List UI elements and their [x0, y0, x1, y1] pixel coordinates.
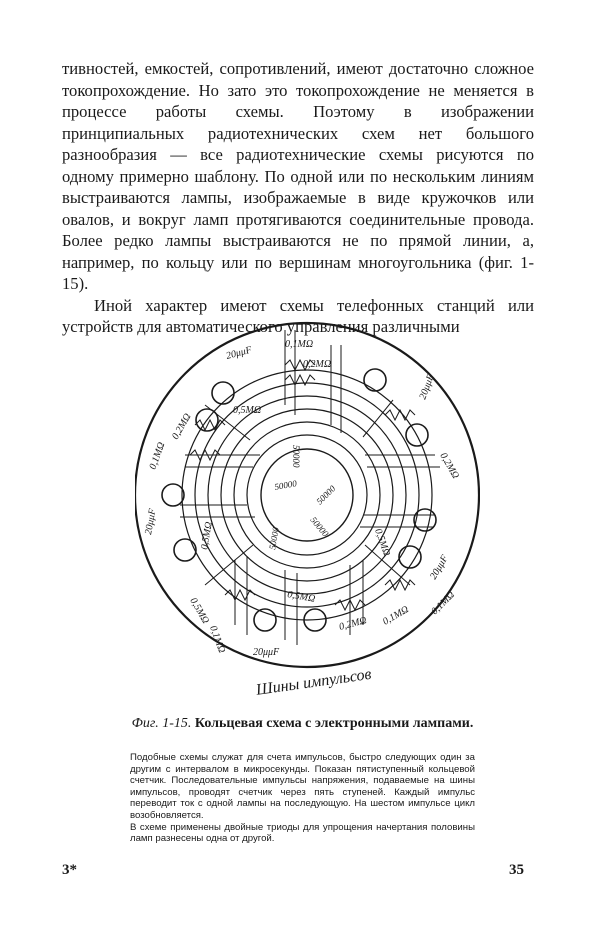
- label-r05-right: 0,5MΩ: [372, 527, 393, 558]
- label-r01-lower-left: 0,1MΩ: [207, 624, 228, 655]
- label-c20-right: 20μμF: [428, 553, 451, 582]
- label-50000-b: 50000: [291, 445, 301, 468]
- figure-caption-body: [130, 752, 475, 845]
- pulse-bus-label: Шины импульсов: [255, 665, 373, 699]
- page-number: 35: [509, 862, 524, 878]
- paragraph-2: Иной характер имеют схемы телефонных станций или устройств для автоматического управления различными: [62, 295, 534, 336]
- label-r01-left: 0,1MΩ: [147, 440, 168, 472]
- figure-title: Кольцевая схема с электронными лампами.: [194, 716, 474, 731]
- label-r02-left: 0,2MΩ: [170, 411, 194, 442]
- label-50000-e: 50000: [308, 514, 331, 539]
- bus-ring-6: [247, 435, 367, 555]
- label-r01-bottom-right: 0,1MΩ: [381, 604, 411, 628]
- label-r02-top: 0,2MΩ: [303, 359, 332, 370]
- label-r05-bottom: 0,5MΩ: [286, 589, 317, 605]
- label-r05-left: 0,5MΩ: [199, 520, 215, 551]
- ring-circuit-figure: [135, 305, 480, 715]
- caption-text-2: В схеме применены двойные триоды для упрощения начертания половины ламп разнесены одна от другой.: [130, 821, 475, 845]
- tube-2: [364, 369, 386, 391]
- tube-6: [174, 539, 196, 561]
- label-r05-upper-left: 0,5MΩ: [233, 405, 262, 416]
- label-50000-d: 50000: [267, 526, 281, 551]
- paragraph-1: тивностей, емкостей, сопротивлений, имеют достаточно сложное токопрохождение. Но зато это токопрохождение не меняется в процессе работы схемы. Поэтому в изображении принципиальных радиотехнических схем нет большого разнообразия — все радиотехнические схемы рисуются по одному примерно шаблону. По одной или по нескольким линиям выстраиваются лампы, изображаемые в виде кружочков или овалов, и вокруг ламп протягиваются соединительные провода. Более редко лампы выстраиваются не по прямой линии, а, например, по кольцу или по вершинам многоугольника (фиг. 1-15).: [62, 59, 534, 293]
- bus-ring-1: [182, 370, 432, 620]
- label-c20-bottom: 20μμF: [253, 647, 280, 658]
- bus-ring-5: [234, 422, 380, 568]
- ring-circuit-diagram: [135, 305, 480, 715]
- resistors: [190, 360, 415, 610]
- body-text: [62, 58, 534, 338]
- tube-4: [162, 484, 184, 506]
- label-r02-right: 0,2MΩ: [437, 451, 461, 481]
- caption-text-1: Подобные схемы служат для счета импульсов, быстро следующих один за другим с интервалом в микросекунды. Показан пятиступенный кольцевой счетчик. Последовательные импульсы напряжения, подаваемые на шины импульсов, проводят счетчик через пять ступеней. Каждый импульс переводит ток с одной лампы на последующую. На шестом импульсе цикл возобновляется.: [130, 752, 475, 821]
- tube-5: [414, 509, 436, 531]
- label-50000-a: 50000: [273, 478, 298, 492]
- label-c20-top: 20μμF: [224, 344, 254, 362]
- label-c20-left: 20μμF: [143, 507, 159, 536]
- sheet-signature: 3*: [62, 862, 77, 878]
- label-r01-top: 0,1MΩ: [285, 339, 314, 350]
- tube-1: [212, 382, 234, 404]
- label-r01-right: 0,1MΩ: [429, 589, 457, 618]
- bus-ring-3: [208, 396, 406, 594]
- figure-caption-title: [130, 716, 475, 732]
- figure-number: Фиг. 1-15.: [131, 716, 192, 731]
- bus-ring-2: [195, 383, 419, 607]
- label-c20-upper-right: 20μμF: [417, 372, 437, 402]
- label-r05-lower-left: 0,5MΩ: [187, 596, 211, 626]
- label-50000-c: 50000: [314, 483, 338, 507]
- label-r02-bottom: 0,2MΩ: [337, 615, 368, 633]
- tube-7: [399, 546, 421, 568]
